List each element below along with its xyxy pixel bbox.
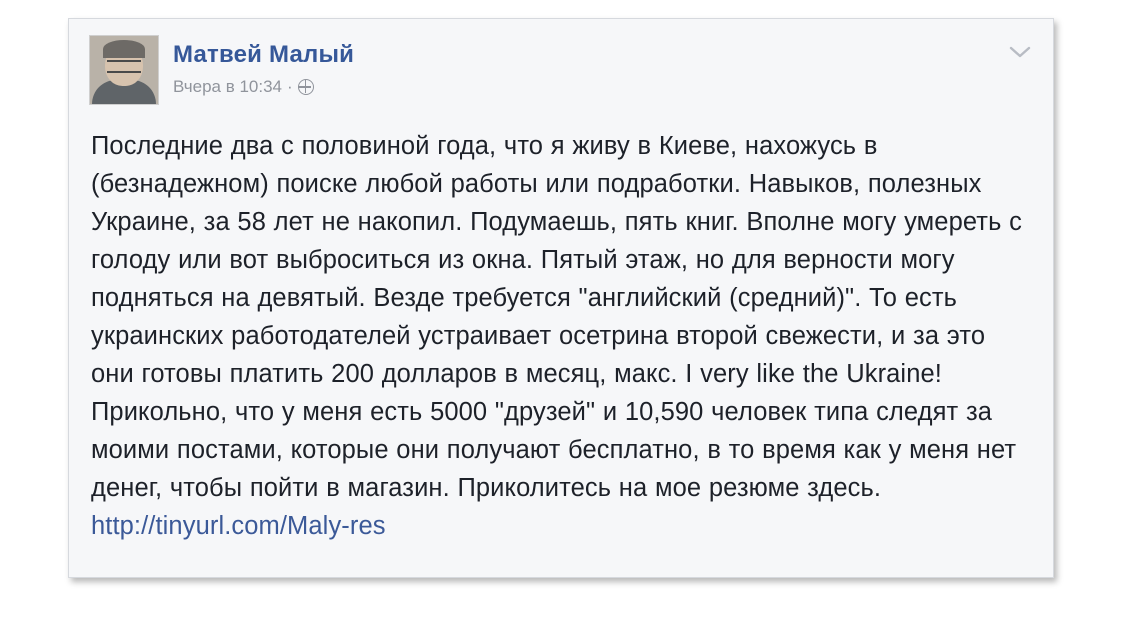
avatar-hair-shape (103, 40, 145, 58)
facebook-post-card (68, 18, 1054, 578)
post-header-text (173, 35, 354, 97)
post-meta-row (173, 77, 354, 97)
meta-separator: · (287, 77, 293, 96)
post-body (69, 105, 1053, 555)
avatar[interactable] (89, 35, 159, 105)
post-menu-button[interactable] (1005, 41, 1035, 63)
post-body-text: Последние два с половиной года, что я живу в Киеве, нахожусь в (безнадежном) поиске любой работы или подработки. Навыков, полезных Украине, за 58 лет не накопил. Подумаешь, пять книг. Вполне могу умереть с голоду или вот выброситься из окна. Пятый этаж, но для верности могу подняться на девятый. Везде требуется "английский (средний)". То есть украинских работодателей устраивает осетрина второй свежести, и за это они готовы платить 200 долларов в месяц, макс. I very like the Ukraine! Прикольно, что у меня есть 5000 "друзей" и 10,590 человек типа следят за моими постами, которые они получают бесплатно, в то время как у меня нет денег, чтобы пойти в магазин. Приколитесь на мое резюме здесь. (91, 132, 1022, 502)
post-header (69, 19, 1053, 105)
avatar-glasses-shape (107, 60, 141, 73)
post-timestamp[interactable]: Вчера в 10:34 (173, 77, 283, 96)
chevron-down-icon (1005, 41, 1035, 63)
globe-icon[interactable] (298, 79, 314, 95)
post-link[interactable]: http://tinyurl.com/Maly-res (91, 512, 386, 540)
post-author-name[interactable]: Матвей Малый (173, 41, 355, 68)
